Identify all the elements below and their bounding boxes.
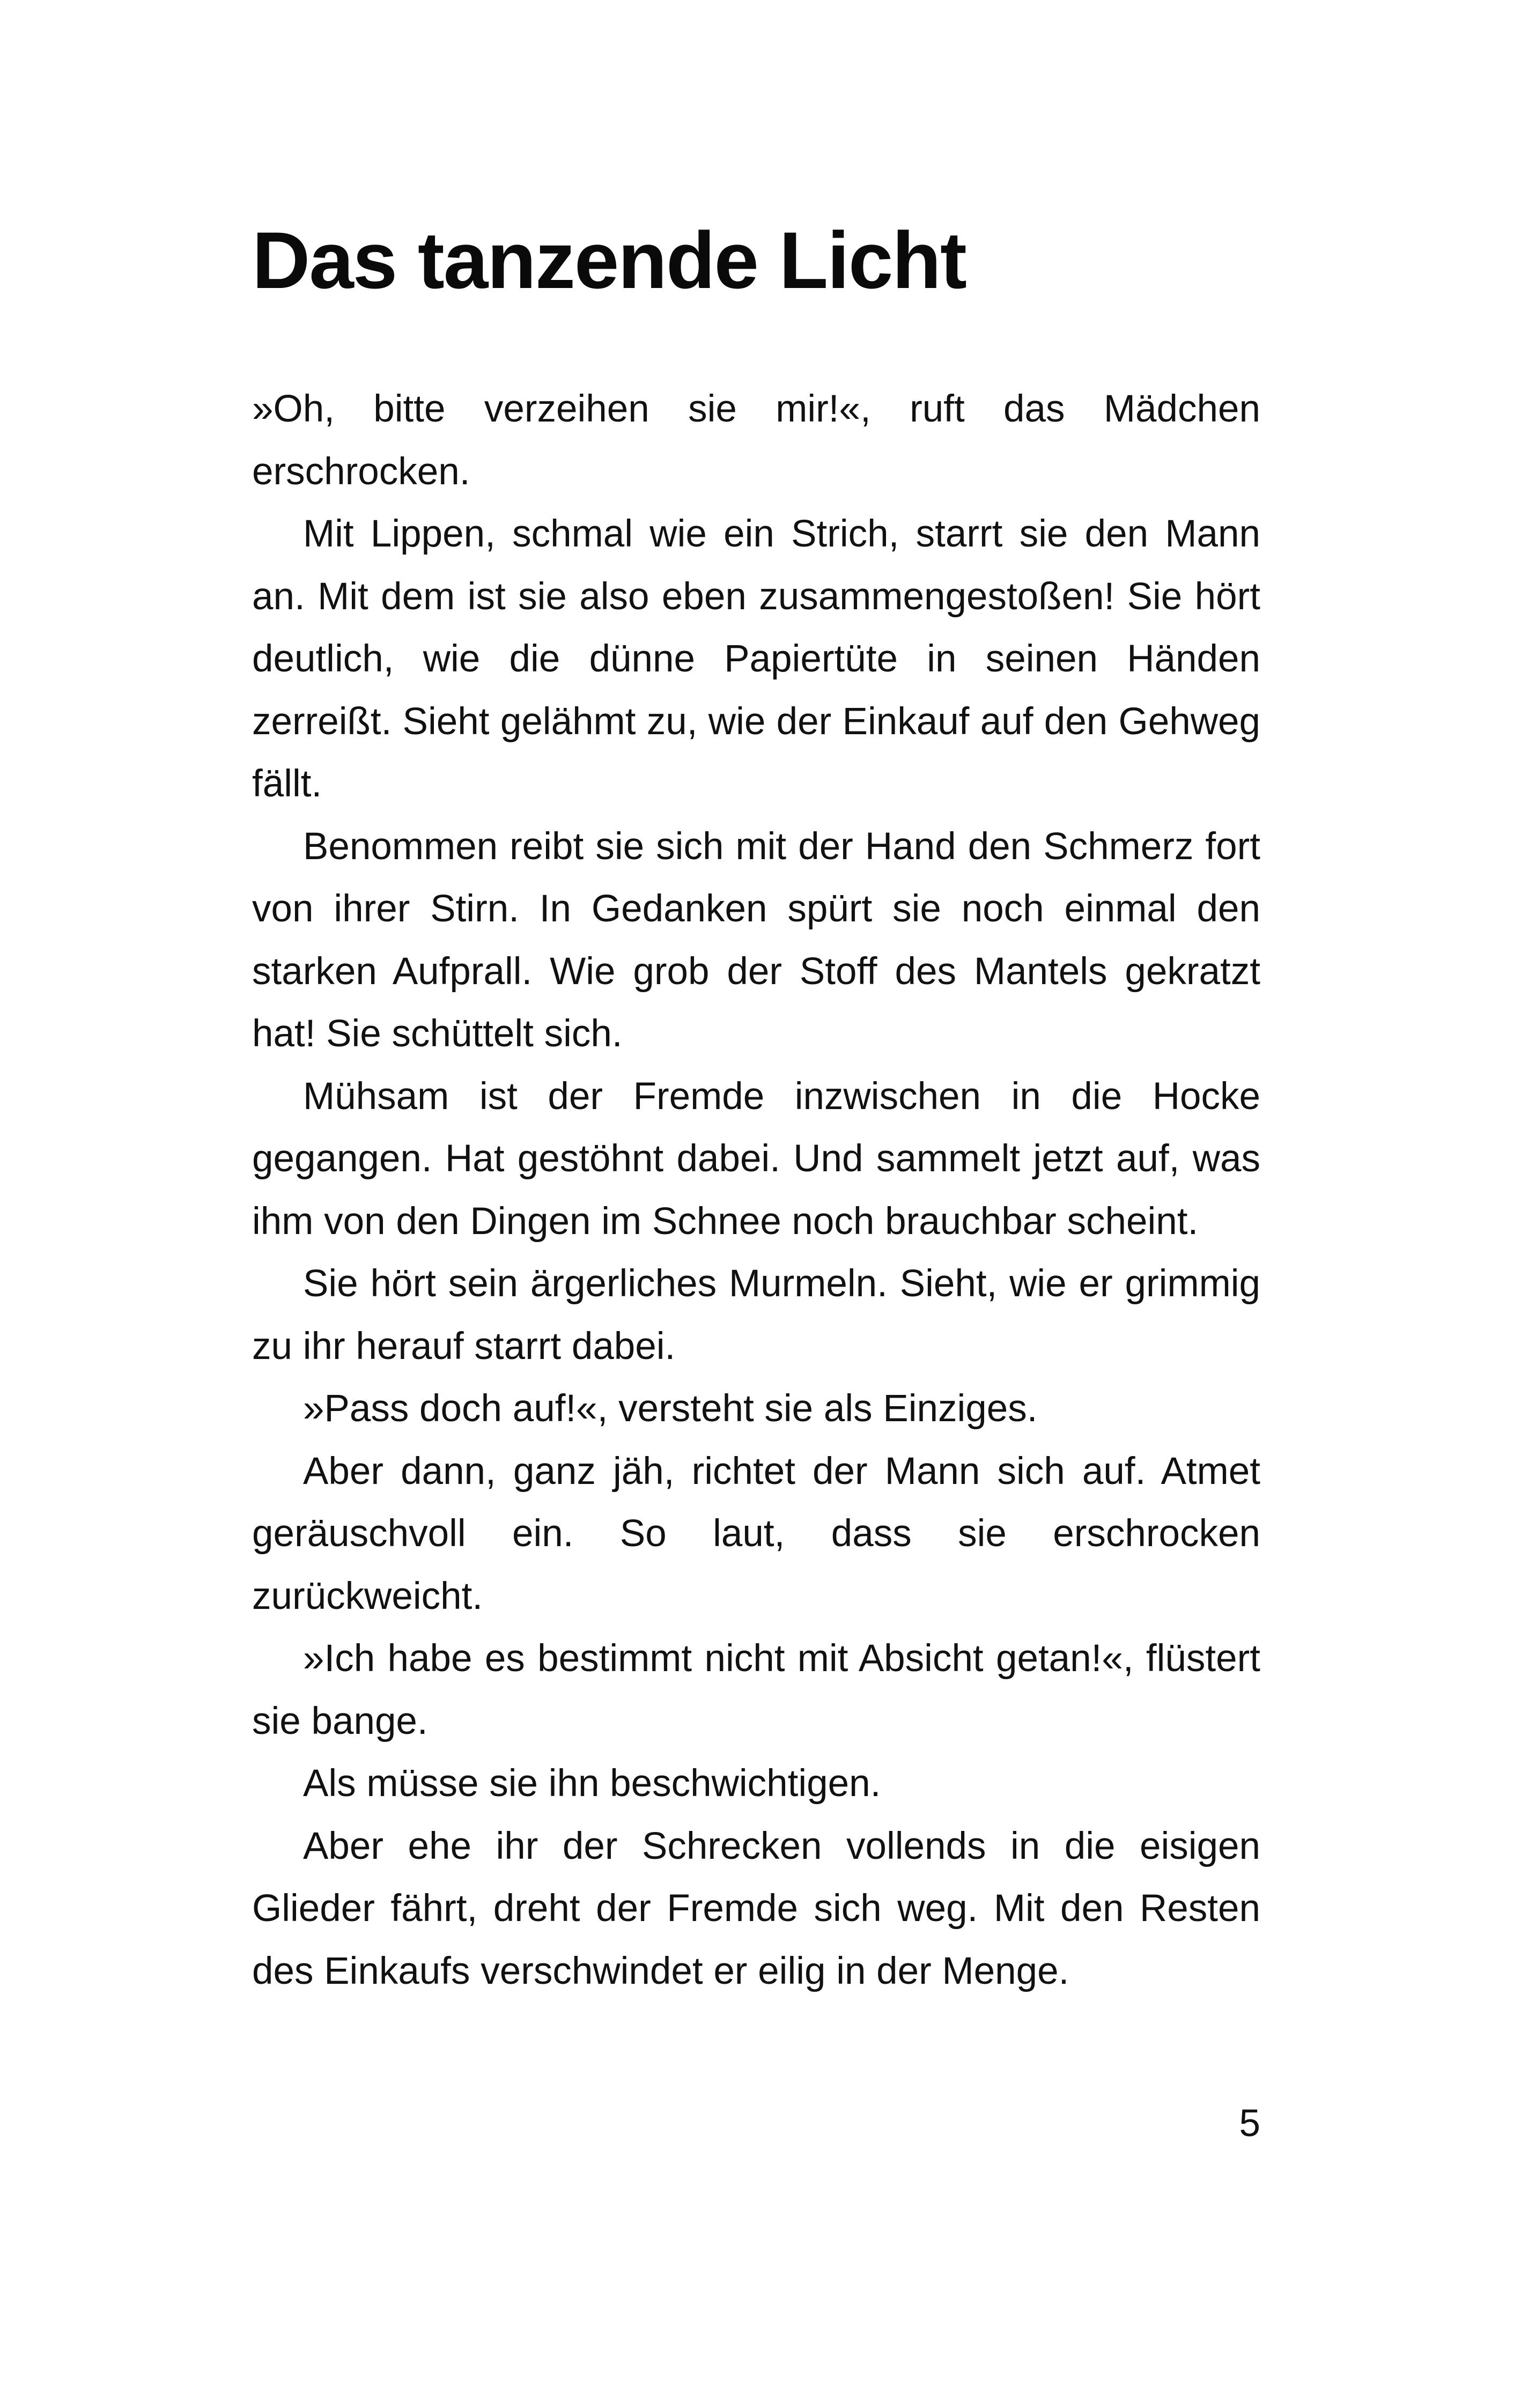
page-number: 5 xyxy=(1239,2102,1260,2145)
paragraph: »Pass doch auf!«, versteht sie als Einziges. xyxy=(303,1387,1038,1430)
paragraph: Als müsse sie ihn beschwichtigen. xyxy=(303,1762,881,1805)
paragraph: Mühsam ist der Fremde inzwischen in die Hocke gegangen. Hat gestöhnt dabei. Und sammelt jetzt auf, was ihm von den Dingen im Schnee noch brauchbar scheint. xyxy=(252,1075,1260,1243)
paragraph: »Oh, bitte verzeihen sie mir!«, ruft das Mädchen erschrocken. xyxy=(252,388,1260,493)
paragraph: Aber ehe ihr der Schrecken vollends in die eisigen Glieder fährt, dreht der Fremde sich weg. Mit den Resten des Einkaufs verschwindet er eilig in der Menge. xyxy=(252,1825,1260,1992)
paragraph: Mit Lippen, schmal wie ein Strich, starrt sie den Mann an. Mit dem ist sie also eben zusammengestoßen! Sie hört deutlich, wie die dünne Papiertüte in seinen Händen zerreißt. Sieht gelähmt zu, wie der Einkauf auf den Gehweg fällt. xyxy=(252,513,1260,805)
paragraph: Sie hört sein ärgerliches Murmeln. Sieht, wie er grimmig zu ihr herauf starrt dabei. xyxy=(252,1262,1260,1368)
body-text xyxy=(252,378,1260,2003)
paragraph: »Ich habe es bestimmt nicht mit Absicht getan!«, flüstert sie bange. xyxy=(252,1637,1260,1742)
paragraph: Benommen reibt sie sich mit der Hand den Schmerz fort von ihrer Stirn. In Gedanken spürt sie noch einmal den starken Aufprall. Wie grob der Stoff des Mantels gekratzt hat! Sie schüttelt sich. xyxy=(252,825,1260,1055)
paragraph: Aber dann, ganz jäh, richtet der Mann sich auf. Atmet geräuschvoll ein. So laut, dass sie erschrocken zurückweicht. xyxy=(252,1450,1260,1617)
chapter-title: Das tanzende Licht xyxy=(252,215,966,305)
